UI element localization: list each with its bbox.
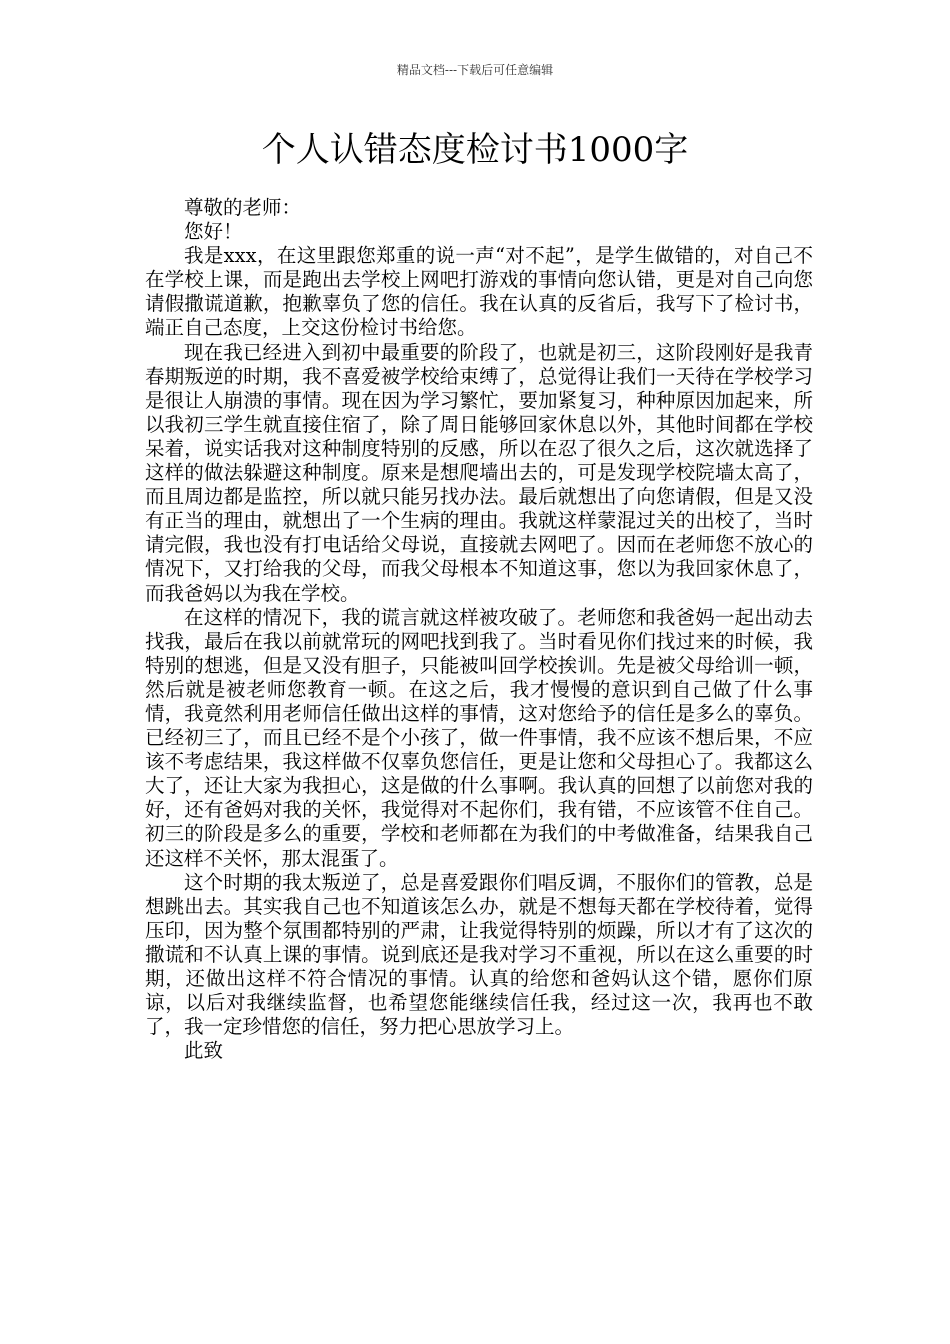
document-body [145, 196, 813, 1063]
closing: 此致 [184, 1039, 224, 1063]
body-paragraph-1: 我是xxx，在这里跟您郑重的说一声“对不起”，是学生做错的，对自己不在学校上课，而是跑出去学校上网吧打游戏的事情向您认错，更是对自己向您请假撒谎道歉，抱歉辜负了您的信任。我在认真的反省后，我写下了检讨书，端正自己态度，上交这份检讨书给您。 [145, 244, 813, 340]
salutation: 尊敬的老师： [184, 196, 302, 219]
greeting: 您好！ [184, 220, 243, 244]
header-note: 精品文档---下载后可任意编辑 [396, 63, 554, 77]
document-title: 个人认错态度检讨书1000字 [261, 130, 689, 170]
body-paragraph-2: 现在我已经进入到初中最重要的阶段了，也就是初三，这阶段刚好是我青春期叛逆的时期，我不喜爱被学校给束缚了，总觉得让我们一天待在学校学习是很让人崩溃的事情。现在因为学习繁忙，要加紧复习，种种原因加起来，所以我初三学生就直接住宿了，除了周日能够回家休息以外，其他时间都在学校呆着，说实话我对这种制度特别的反感，所以在忍了很久之后，这次就选择了这样的做法躲避这种制度。原来是想爬墙出去的，可是发现学校院墙太高了，而且周边都是监控，所以就只能另找办法。最后就想出了向您请假，但是又没有正当的理由，就想出了一个生病的理由。我就这样蒙混过关的出校了，当时请完假，我也没有打电话给父母说，直接就去网吧了。因而在老师您不放心的情况下，又打给我的父母，而我父母根本不知道这事，您以为我回家休息了，而我爸妈以为我在学校。 [145, 340, 813, 605]
body-paragraph-3: 在这样的情况下，我的谎言就这样被攻破了。老师您和我爸妈一起出动去找我，最后在我以前就常玩的网吧找到我了。当时看见你们找过来的时候，我特别的想逃，但是又没有胆子，只能被叫回学校挨训。先是被父母给训一顿，然后就是被老师您教育一顿。在这之后，我才慢慢的意识到自己做了什么事情，我竟然利用老师信任做出这样的事情，这对您给予的信任是多么的辜负。已经初三了，而且已经不是个小孩了，做一件事情，我不应该不想后果，不应该不考虑结果，我这样做不仅辜负您信任，更是让您和父母担心了。我都这么大了，还让大家为我担心，这是做的什么事啊。我认真的回想了以前您对我的好，还有爸妈对我的关怀，我觉得对不起你们，我有错，不应该管不住自己。初三的阶段是多么的重要，学校和老师都在为我们的中考做准备，结果我自己还这样不关怀，那太混蛋了。 [145, 605, 813, 870]
body-paragraph-4: 这个时期的我太叛逆了，总是喜爱跟你们唱反调，不服你们的管教，总是想跳出去。其实我自己也不知道该怎么办，就是不想每天都在学校待着，觉得压印，因为整个氛围都特别的严肃，让我觉得特别的烦躁，所以才有了这次的撒谎和不认真上课的事情。说到底还是我对学习不重视，所以在这么重要的时期，还做出这样不符合情况的事情。认真的给您和爸妈认这个错，愿你们原谅，以后对我继续监督，也希望您能继续信任我，经过这一次，我再也不敢了，我一定珍惜您的信任，努力把心思放学习上。 [145, 870, 813, 1039]
